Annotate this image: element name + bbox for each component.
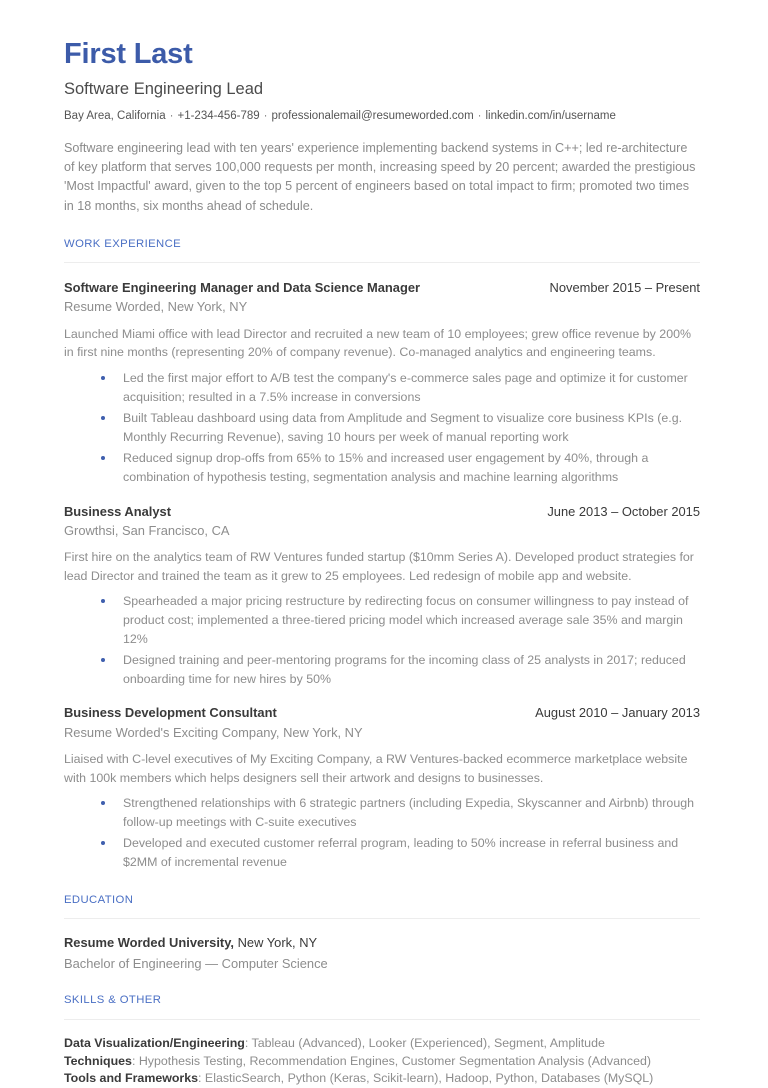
job-header-row [64, 280, 700, 296]
bullet-dot-icon [101, 376, 105, 380]
job-bullet [101, 651, 700, 688]
job-bullet [101, 834, 700, 871]
job-company: Resume Worded, New York, NY [64, 299, 248, 315]
job-bullet [101, 449, 700, 486]
skill-values: : Tableau (Advanced), Looker (Experienced), Segment, Amplitude [244, 1035, 605, 1050]
job-title: Business Analyst [64, 503, 171, 519]
job-bullet-list [64, 592, 700, 688]
education-school-line [64, 935, 700, 952]
bullet-text: Led the first major effort to A/B test the company's e-commerce sales page and optimize it for customer acquisition; resulted in a 7.5% increase in conversions [123, 370, 688, 404]
bullet-text: Strengthened relationships with 6 strategic partners (including Expedia, Skyscanner and Airbnb) through follow-up meetings with C-suite executives [123, 796, 694, 829]
job-bullet [101, 409, 700, 446]
job-description: First hire on the analytics team of RW Ventures funded startup ($10mm Series A). Developed product strategies for lead Director and trained the team as it grew to 25 employees. Led redesign of mobile app and website. [64, 550, 694, 583]
skill-values: : ElasticSearch, Python (Keras, Scikit-learn), Hadoop, Python, Databases (MySQL) [198, 1071, 654, 1086]
bullet-text: Spearheaded a major pricing restructure by redirecting focus on consumer willingness to pay instead of product cost; implemented a three-tiered pricing model which increased average sale 35% and margin 12% [123, 594, 689, 646]
bullet-text: Built Tableau dashboard using data from Amplitude and Segment to visualize core business KPIs (e.g. Monthly Recurring Revenue), saving 10 hours per week of manual reporting work [123, 411, 683, 444]
section-divider [64, 262, 700, 263]
bullet-dot-icon [101, 456, 105, 460]
bullet-dot-icon [101, 658, 105, 662]
bullet-text: Reduced signup drop-offs from 65% to 15% and increased user engagement by 40%, through a combination of hypothesis testing, segmentation analysis and machine learning algorithms [123, 451, 649, 484]
bullet-text: Designed training and peer-mentoring programs for the incoming class of 25 analysts in 2017; reduced onboarding time for new hires by 50% [123, 653, 686, 686]
job-bullet [101, 592, 700, 648]
section-work-experience [64, 238, 700, 872]
section-divider [64, 918, 700, 919]
section-skills [64, 994, 700, 1087]
education-entry [64, 935, 700, 972]
section-title-skills: SKILLS & OTHER [64, 994, 162, 1007]
candidate-name: First Last [64, 38, 193, 70]
job-header-row [64, 705, 700, 721]
skill-line [64, 1053, 700, 1071]
job-dates: June 2013 – October 2015 [547, 503, 700, 519]
profile-summary: Software engineering lead with ten years' experience implementing backend systems in C++; led re-architecture of key platform that serves 100,000 requests per month, increasing speed by 20 percent; awarded the prestigious 'Most Impactful' award, given to the top 5 percent of engineers based on total impact to firm; promoted two times in 18 months, six months ahead of schedule. [64, 141, 696, 213]
job-entry [64, 280, 700, 486]
skill-category: Techniques [64, 1053, 132, 1068]
skill-category: Tools and Frameworks [64, 1071, 199, 1086]
education-school: Resume Worded University, [64, 935, 235, 951]
resume-header [64, 38, 700, 216]
job-dates: August 2010 – January 2013 [535, 705, 700, 721]
skills-list [64, 1035, 700, 1088]
job-company: Resume Worded's Exciting Company, New York, NY [64, 724, 363, 740]
job-title: Software Engineering Manager and Data Science Manager [64, 280, 421, 296]
skill-line [64, 1070, 700, 1088]
education-degree: Bachelor of Engineering — Computer Science [64, 955, 328, 971]
education-location: New York, NY [234, 935, 318, 951]
bullet-dot-icon [101, 599, 105, 603]
bullet-dot-icon [101, 801, 105, 805]
contact-separator: · [477, 110, 482, 123]
candidate-headline: Software Engineering Lead [64, 80, 264, 99]
job-company: Growthsi, San Francisco, CA [64, 522, 230, 538]
contact-phone: +1-234-456-789 [177, 110, 260, 123]
job-bullet-list [64, 369, 700, 487]
section-education [64, 894, 700, 973]
contact-separator: · [263, 110, 268, 123]
job-entry [64, 504, 700, 689]
section-title-education: EDUCATION [64, 893, 134, 906]
job-bullet-list [64, 794, 700, 871]
job-description: Launched Miami office with lead Director and recruited a new team of 10 employees; grew office revenue by 200% in first nine months (representing 20% of company revenue). Co-managed analytics and engineering teams. [64, 326, 691, 360]
contact-separator: · [169, 110, 174, 123]
job-entry [64, 705, 700, 871]
job-header-row [64, 504, 700, 520]
bullet-dot-icon [101, 416, 105, 420]
contact-email[interactable]: professionalemail@resumeworded.com [271, 110, 474, 123]
bullet-text: Developed and executed customer referral program, leading to 50% increase in referral business and $2MM of incremental revenue [123, 836, 679, 870]
section-title-work: WORK EXPERIENCE [64, 237, 182, 250]
skill-values: : Hypothesis Testing, Recommendation Engines, Customer Segmentation Analysis (Advanced) [131, 1053, 652, 1068]
contact-location: Bay Area, California [64, 110, 166, 123]
job-description: Liaised with C-level executives of My Exciting Company, a RW Ventures-backed ecommerce marketplace website with 100k members which helps designers sell their artwork and designs to businesses. [64, 751, 688, 785]
job-dates: November 2015 – Present [549, 280, 700, 296]
job-bullet [101, 369, 700, 406]
skill-category: Data Visualization/Engineering [64, 1035, 245, 1050]
job-bullet [101, 794, 700, 831]
section-divider [64, 1019, 700, 1020]
bullet-dot-icon [101, 841, 105, 845]
job-title: Business Development Consultant [64, 705, 277, 721]
contact-linkedin[interactable]: linkedin.com/in/username [485, 110, 616, 123]
contact-line [64, 109, 700, 124]
skill-line [64, 1035, 700, 1053]
